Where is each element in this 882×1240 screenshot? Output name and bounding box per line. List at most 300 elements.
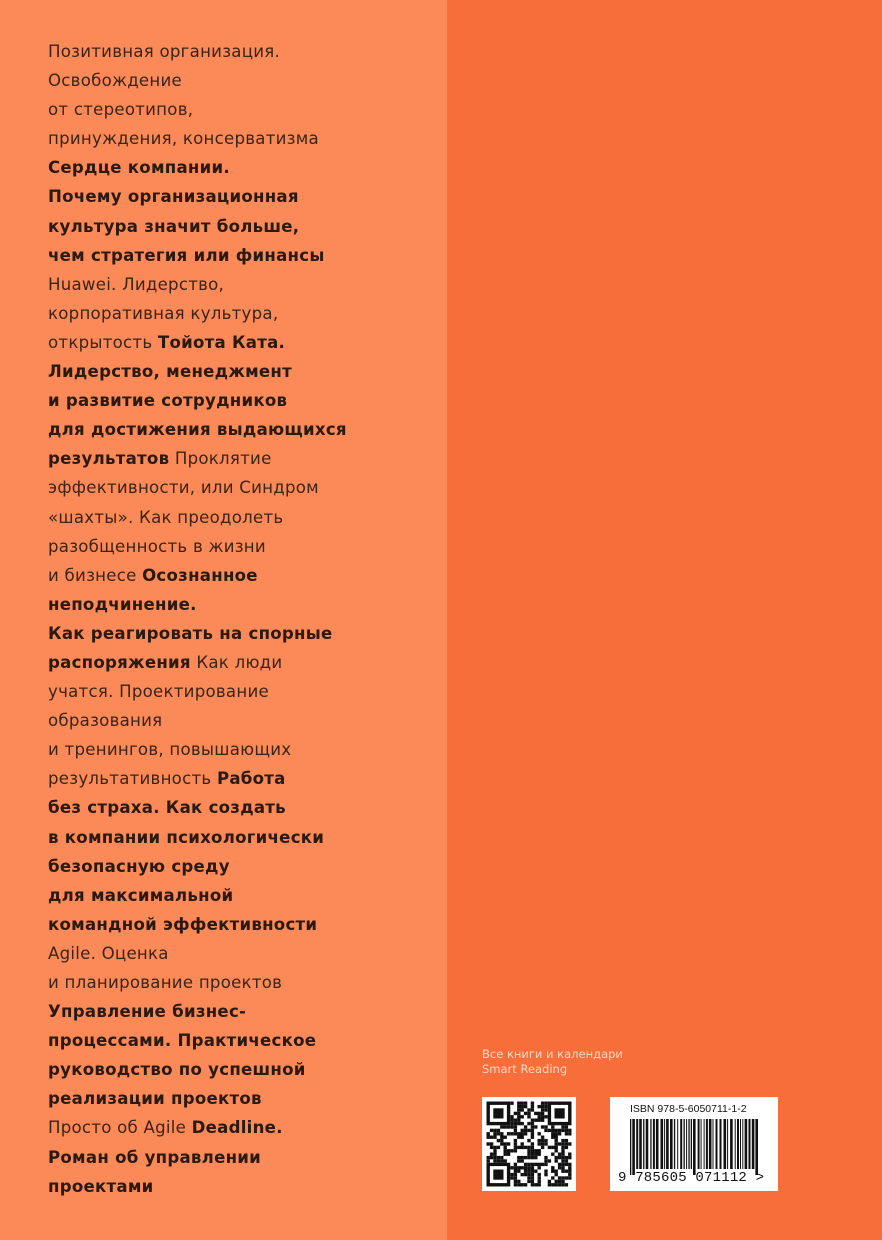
qr-module <box>531 1170 534 1173</box>
qr-module <box>527 1156 530 1159</box>
book-list-line <box>48 386 443 415</box>
qr-module <box>534 1183 537 1186</box>
qr-module <box>561 1139 564 1142</box>
book-list-line <box>48 648 443 677</box>
qr-module <box>538 1183 541 1186</box>
qr-module <box>544 1108 547 1111</box>
qr-module <box>487 1136 490 1139</box>
qr-module <box>541 1125 544 1128</box>
qr-module <box>565 1125 568 1128</box>
qr-module <box>548 1159 551 1162</box>
qr-module <box>517 1108 520 1111</box>
book-title-segment: без страха. Как создать <box>48 798 286 818</box>
qr-module <box>538 1180 541 1183</box>
qr-code <box>482 1097 576 1191</box>
qr-module <box>524 1146 527 1149</box>
book-title-segment: Управление бизнес- <box>48 1002 247 1022</box>
barcode-bar <box>650 1119 651 1169</box>
book-subtitle-segment: Освобождение <box>48 71 182 91</box>
barcode-bar <box>701 1119 702 1169</box>
qr-module <box>551 1146 554 1149</box>
book-list-line <box>48 968 443 997</box>
qr-module <box>565 1156 568 1159</box>
barcode-bar <box>688 1119 689 1169</box>
qr-module <box>521 1166 524 1169</box>
qr-module <box>514 1163 517 1166</box>
qr-module <box>568 1142 571 1145</box>
book-title-segment: проектами <box>48 1176 154 1196</box>
barcode-bar <box>727 1119 728 1169</box>
barcode-bar <box>666 1119 669 1169</box>
qr-module <box>541 1146 544 1149</box>
qr-code-graphic <box>482 1097 576 1191</box>
qr-module <box>561 1149 564 1152</box>
qr-module <box>565 1170 568 1173</box>
qr-module <box>534 1170 537 1173</box>
book-list-line <box>48 182 443 211</box>
qr-module <box>565 1132 568 1135</box>
barcode-bar <box>742 1119 743 1169</box>
book-list-line <box>48 241 443 270</box>
qr-module <box>558 1156 561 1159</box>
qr-module <box>531 1176 534 1179</box>
book-list-line <box>48 997 443 1026</box>
barcode-bar <box>704 1119 705 1169</box>
qr-module <box>514 1170 517 1173</box>
qr-module <box>565 1183 568 1186</box>
qr-module <box>538 1105 541 1108</box>
qr-module <box>514 1183 517 1186</box>
qr-module <box>534 1112 537 1115</box>
book-list-line <box>48 793 443 822</box>
qr-module <box>510 1166 513 1169</box>
qr-module <box>538 1119 541 1122</box>
qr-module <box>538 1153 541 1156</box>
qr-module <box>521 1183 524 1186</box>
qr-module <box>551 1125 554 1128</box>
qr-module <box>541 1142 544 1145</box>
qr-module <box>568 1129 571 1132</box>
qr-module <box>500 1136 503 1139</box>
qr-module <box>521 1108 524 1111</box>
qr-module <box>521 1136 524 1139</box>
qr-module <box>527 1108 530 1111</box>
book-subtitle-segment: принуждения, консерватизма <box>48 129 319 149</box>
qr-module <box>497 1139 500 1142</box>
qr-module <box>531 1156 534 1159</box>
qr-module <box>521 1122 524 1125</box>
qr-module <box>524 1156 527 1159</box>
barcode-bar <box>643 1119 644 1169</box>
qr-module <box>507 1125 510 1128</box>
qr-module <box>493 1159 496 1162</box>
qr-module <box>538 1139 541 1142</box>
qr-module <box>507 1149 510 1152</box>
qr-finder <box>493 1108 503 1118</box>
barcode-bar <box>740 1119 741 1169</box>
barcode-bar <box>630 1119 631 1175</box>
qr-module <box>555 1132 558 1135</box>
qr-module <box>497 1132 500 1135</box>
qr-module <box>521 1105 524 1108</box>
book-list-line <box>48 124 443 153</box>
barcode-bar <box>709 1119 712 1169</box>
qr-module <box>531 1102 534 1105</box>
qr-module <box>487 1132 490 1135</box>
qr-module <box>510 1119 513 1122</box>
qr-module <box>493 1149 496 1152</box>
book-subtitle-segment: Позитивная организация. <box>48 42 281 61</box>
qr-module <box>517 1180 520 1183</box>
qr-module <box>551 1153 554 1156</box>
barcode-bar <box>656 1119 659 1169</box>
qr-module <box>541 1105 544 1108</box>
barcode-bar <box>730 1119 733 1169</box>
qr-module <box>534 1149 537 1152</box>
qr-module <box>561 1142 564 1145</box>
qr-module <box>534 1156 537 1159</box>
barcode-bar <box>636 1119 638 1169</box>
qr-module <box>538 1115 541 1118</box>
qr-module <box>548 1180 551 1183</box>
book-list-line <box>48 153 443 182</box>
qr-module <box>527 1112 530 1115</box>
qr-module <box>538 1112 541 1115</box>
qr-module <box>551 1176 554 1179</box>
qr-module <box>527 1149 530 1152</box>
barcode-bar <box>713 1119 714 1169</box>
qr-module <box>497 1146 500 1149</box>
qr-module <box>521 1156 524 1159</box>
qr-module <box>524 1102 527 1105</box>
book-title-segment: в компании психологически <box>48 827 325 847</box>
book-list-line <box>48 532 443 561</box>
barcode-bar <box>661 1119 664 1169</box>
book-list-line <box>48 503 443 532</box>
qr-module <box>524 1105 527 1108</box>
book-list-line <box>48 95 443 124</box>
qr-module <box>517 1132 520 1135</box>
book-list-line <box>48 299 443 328</box>
qr-module <box>504 1146 507 1149</box>
qr-module <box>521 1132 524 1135</box>
book-title-segment: руководство по успешной <box>48 1060 306 1080</box>
qr-module <box>531 1183 534 1186</box>
book-list-line <box>48 66 443 95</box>
qr-module <box>565 1146 568 1149</box>
qr-module <box>493 1132 496 1135</box>
qr-module <box>561 1153 564 1156</box>
qr-module <box>558 1166 561 1169</box>
qr-module <box>541 1108 544 1111</box>
qr-module <box>555 1183 558 1186</box>
book-subtitle-segment: учатся. Проектирование <box>48 682 269 702</box>
qr-module <box>538 1142 541 1145</box>
book-list-line <box>48 1026 443 1055</box>
qr-module <box>517 1122 520 1125</box>
book-list-line <box>48 939 443 968</box>
barcode-bar <box>735 1119 736 1169</box>
qr-module <box>551 1183 554 1186</box>
qr-module <box>561 1176 564 1179</box>
qr-module <box>551 1166 554 1169</box>
qr-module <box>541 1136 544 1139</box>
qr-module <box>538 1132 541 1135</box>
qr-module <box>517 1159 520 1162</box>
qr-module <box>531 1119 534 1122</box>
qr-module <box>500 1142 503 1145</box>
book-list-line <box>48 881 443 910</box>
qr-module <box>527 1170 530 1173</box>
qr-module <box>500 1139 503 1142</box>
qr-module <box>531 1122 534 1125</box>
book-subtitle-segment: Проклятие <box>169 449 272 469</box>
qr-module <box>524 1173 527 1176</box>
qr-module <box>548 1146 551 1149</box>
qr-module <box>544 1115 547 1118</box>
qr-module <box>490 1142 493 1145</box>
book-subtitle-segment: Huawei. Лидерство, <box>48 274 225 294</box>
qr-module <box>510 1173 513 1176</box>
qr-module <box>538 1176 541 1179</box>
qr-module <box>531 1108 534 1111</box>
book-subtitle-segment: Agile. Оценка <box>48 943 169 963</box>
qr-module <box>561 1166 564 1169</box>
book-list-line <box>48 212 443 241</box>
qr-module <box>514 1129 517 1132</box>
qr-module <box>531 1146 534 1149</box>
book-list-line <box>48 270 443 299</box>
qr-module <box>531 1166 534 1169</box>
book-list-line <box>48 1143 443 1172</box>
qr-module <box>551 1170 554 1173</box>
qr-module <box>544 1170 547 1173</box>
qr-module <box>538 1173 541 1176</box>
qr-module <box>521 1146 524 1149</box>
book-list-line <box>48 473 443 502</box>
qr-module <box>517 1112 520 1115</box>
qr-module <box>555 1136 558 1139</box>
qr-module <box>568 1163 571 1166</box>
qr-module <box>521 1173 524 1176</box>
book-list-line <box>48 706 443 735</box>
qr-module <box>521 1102 524 1105</box>
book-list-line <box>48 444 443 473</box>
barcode-bar <box>664 1119 665 1169</box>
book-title-segment: реализации проектов <box>48 1089 262 1109</box>
qr-module <box>565 1159 568 1162</box>
qr-module <box>524 1132 527 1135</box>
qr-module <box>541 1119 544 1122</box>
book-title-segment: и развитие сотрудников <box>48 391 288 411</box>
book-subtitle-segment: и бизнесе <box>48 565 143 585</box>
qr-module <box>568 1153 571 1156</box>
qr-module <box>531 1129 534 1132</box>
book-title-segment: Сердце компании. <box>48 158 230 178</box>
barcode-bar <box>691 1119 692 1169</box>
qr-module <box>555 1142 558 1145</box>
barcode-bar <box>737 1119 739 1169</box>
book-list-line <box>48 357 443 386</box>
book-title-segment: распоряжения <box>48 652 191 672</box>
book-title-segment: культура значит больше, <box>48 216 300 236</box>
book-subtitle-segment: разобщенность в жизни <box>48 536 266 556</box>
qr-module <box>524 1125 527 1128</box>
book-title-segment: безопасную среду <box>48 856 230 876</box>
qr-module <box>510 1149 513 1152</box>
qr-module <box>500 1125 503 1128</box>
book-title-segment: Почему организационная <box>48 187 299 207</box>
isbn-label: ISBN 978-5-6050711-1-2 <box>630 1103 747 1115</box>
book-subtitle-segment: Как люди <box>190 652 283 672</box>
qr-module <box>568 1176 571 1179</box>
book-title-segment: Работа <box>216 769 286 789</box>
qr-module <box>544 1129 547 1132</box>
qr-module <box>544 1159 547 1162</box>
qr-module <box>510 1176 513 1179</box>
book-subtitle-segment: корпоративная культура, <box>48 303 279 323</box>
qr-module <box>521 1115 524 1118</box>
isbn-barcode <box>610 1097 778 1191</box>
qr-module <box>561 1129 564 1132</box>
barcode-bar <box>716 1119 718 1169</box>
qr-module <box>521 1159 524 1162</box>
qr-module <box>493 1146 496 1149</box>
qr-module <box>531 1153 534 1156</box>
qr-module <box>534 1163 537 1166</box>
book-subtitle-segment: результативность <box>48 769 217 789</box>
qr-module <box>497 1129 500 1132</box>
qr-module <box>531 1105 534 1108</box>
book-subtitle-segment: образования <box>48 711 163 731</box>
qr-module <box>497 1156 500 1159</box>
qr-module <box>555 1170 558 1173</box>
qr-module <box>524 1166 527 1169</box>
barcode-bar <box>752 1119 755 1169</box>
qr-module <box>493 1156 496 1159</box>
qr-module <box>565 1142 568 1145</box>
qr-module <box>487 1142 490 1145</box>
qr-module <box>514 1173 517 1176</box>
qr-module <box>558 1153 561 1156</box>
qr-module <box>517 1156 520 1159</box>
qr-module <box>521 1129 524 1132</box>
qr-module <box>510 1102 513 1105</box>
qr-module <box>565 1129 568 1132</box>
book-list-line <box>48 823 443 852</box>
qr-module <box>561 1125 564 1128</box>
qr-module <box>561 1156 564 1159</box>
qr-module <box>558 1129 561 1132</box>
qr-module <box>521 1142 524 1145</box>
qr-module <box>510 1132 513 1135</box>
qr-module <box>538 1149 541 1152</box>
qr-module <box>504 1153 507 1156</box>
qr-module <box>490 1136 493 1139</box>
book-title-segment: командной эффективности <box>48 914 318 934</box>
qr-module <box>555 1129 558 1132</box>
qr-module <box>561 1180 564 1183</box>
qr-module <box>504 1136 507 1139</box>
book-list-line <box>48 1084 443 1113</box>
qr-module <box>561 1183 564 1186</box>
qr-module <box>490 1129 493 1132</box>
qr-module <box>510 1125 513 1128</box>
barcode-bar <box>755 1119 758 1175</box>
qr-module <box>514 1176 517 1179</box>
book-title-segment: Тойота Ката. <box>157 332 286 352</box>
qr-module <box>555 1139 558 1142</box>
qr-module <box>534 1125 537 1128</box>
qr-module <box>527 1153 530 1156</box>
qr-module <box>527 1180 530 1183</box>
book-title-segment: Роман об управлении <box>48 1147 262 1167</box>
qr-module <box>555 1149 558 1152</box>
qr-finder <box>493 1170 503 1180</box>
book-list-line <box>48 677 443 706</box>
qr-module <box>517 1115 520 1118</box>
book-list-line <box>48 415 443 444</box>
qr-module <box>568 1173 571 1176</box>
qr-module <box>524 1129 527 1132</box>
qr-module <box>504 1142 507 1145</box>
qr-module <box>517 1146 520 1149</box>
qr-module <box>504 1149 507 1152</box>
book-list-line <box>48 328 443 357</box>
book-title-segment: Осознанное <box>142 565 258 585</box>
qr-module <box>500 1156 503 1159</box>
qr-module <box>500 1159 503 1162</box>
qr-module <box>493 1136 496 1139</box>
qr-module <box>538 1163 541 1166</box>
book-list-line <box>48 1055 443 1084</box>
qr-module <box>524 1112 527 1115</box>
qr-module <box>555 1156 558 1159</box>
book-subtitle-segment: от стереотипов, <box>48 100 194 120</box>
barcode-bar <box>674 1119 675 1169</box>
book-title-segment: чем стратегия или финансы <box>48 245 325 265</box>
qr-module <box>524 1163 527 1166</box>
qr-module <box>524 1170 527 1173</box>
qr-module <box>531 1180 534 1183</box>
qr-module <box>514 1112 517 1115</box>
qr-module <box>490 1153 493 1156</box>
book-title-segment: неподчинение. <box>48 594 197 614</box>
book-title-segment: результатов <box>48 449 170 469</box>
book-subtitle-segment: эффективности, или Синдром <box>48 478 319 498</box>
book-list-line <box>48 735 443 764</box>
qr-module <box>548 1129 551 1132</box>
qr-module <box>510 1122 513 1125</box>
qr-module <box>558 1180 561 1183</box>
barcode-bar <box>670 1119 673 1169</box>
qr-module <box>544 1102 547 1105</box>
book-title-segment: Deadline. <box>191 1118 283 1138</box>
qr-module <box>544 1139 547 1142</box>
qr-module <box>514 1125 517 1128</box>
qr-module <box>527 1163 530 1166</box>
qr-module <box>514 1142 517 1145</box>
barcode-bar <box>698 1119 700 1169</box>
qr-module <box>555 1146 558 1149</box>
book-list-line <box>48 1113 443 1142</box>
qr-module <box>527 1122 530 1125</box>
barcode-bar <box>693 1119 696 1175</box>
qr-module <box>558 1176 561 1179</box>
qr-module <box>514 1166 517 1169</box>
qr-module <box>517 1170 520 1173</box>
qr-module <box>544 1156 547 1159</box>
